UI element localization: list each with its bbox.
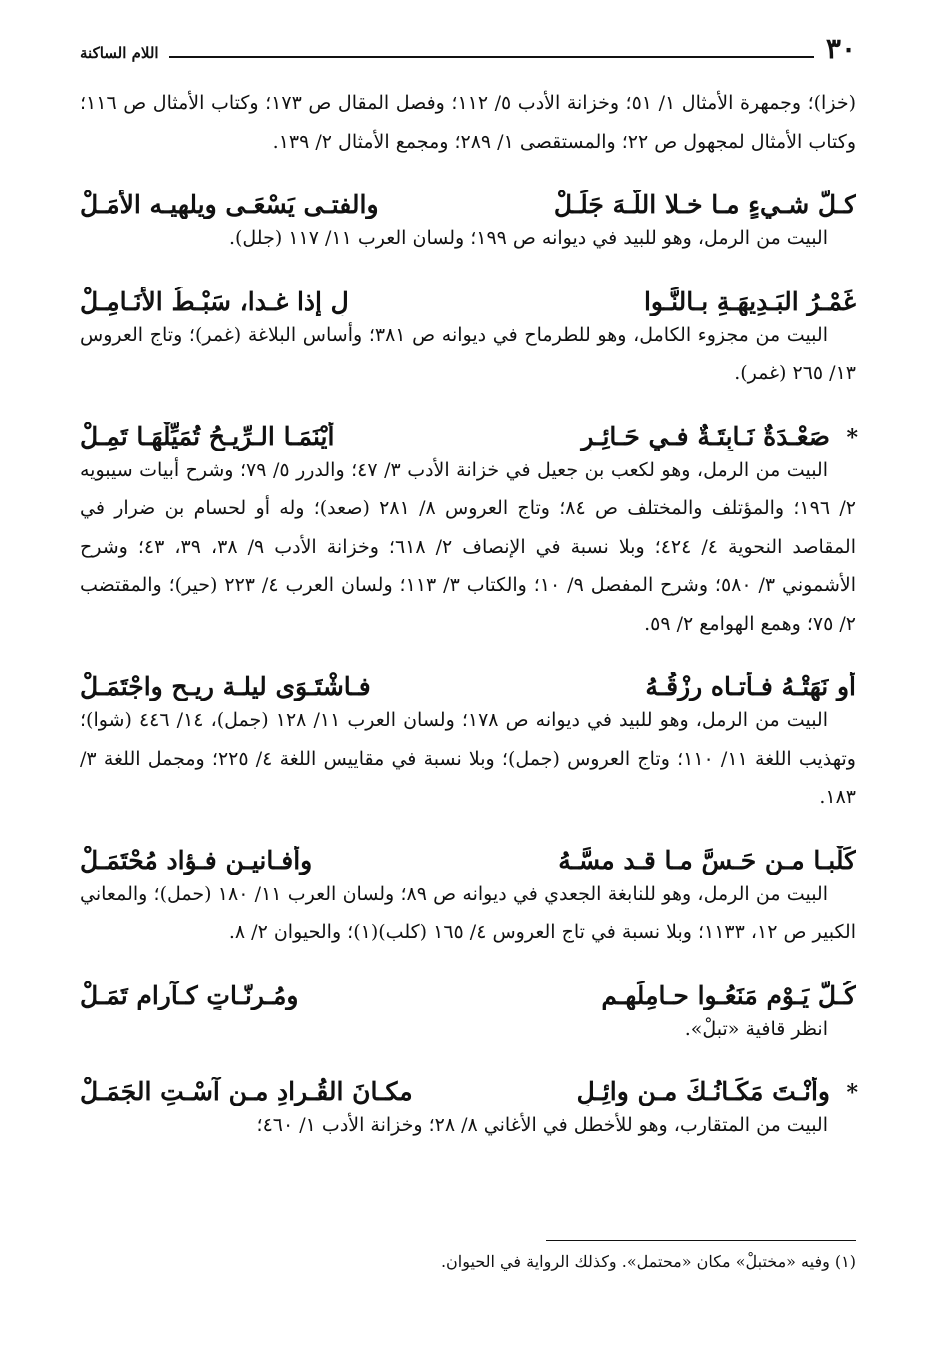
running-title: اللام الساكنة [80, 44, 159, 62]
verse-first-hemistich: كـلُّ شـيءٍ مـا خـلا اللّـهَ جَلَـلْ [553, 190, 856, 219]
verse-line [80, 952, 856, 1010]
prose-paragraph: البيت من الرمل، وهو للبيد في ديوانه ص ١٩٩؛ ولسان العرب ١١/ ١١٧ (جلل). [228, 227, 828, 249]
prose-paragraph: البيت من المتقارب، وهو للأخطل في الأغاني ٨/ ٢٨؛ وخزانة الأدب ١/ ٤٦٠؛ [256, 1114, 828, 1136]
verse-second-hemistich: مكـانَ القُـرادِ مـن آسْـتِ الجَمَـلْ [80, 1077, 413, 1106]
verse-line [80, 393, 856, 451]
verse-second-hemistich: ومُـرِنّـاتٍ كـآرام تَمَـلْ [80, 980, 299, 1010]
prose-paragraph: البيت من الرمل، وهو للبيد في ديوانه ص ١٧٨؛ ولسان العرب ١١/ ١٢٨ (جمل)، ١٤/ ٤٤٦ (شوا)؛ وتهذيب اللغة ١١/ ١١٠؛ وتاج العروس (جمل)؛ وبلا نسبة في مقاييس اللغة ٤/ ٢٢٥؛ ومجمل اللغة ٣/ ١٨٣. [80, 709, 856, 808]
verse-star-marker: * [846, 424, 858, 451]
verse-second-hemistich: أيْنَمَـا الـرِّيـحُ تُمَيِّلْهَـا تَمِـلْ [80, 421, 335, 451]
verse-line [80, 1048, 856, 1106]
prose-paragraph: البيت من الرمل، وهو لكعب بن جعيل في خزانة الأدب ٣/ ٤٧؛ والدرر ٥/ ٧٩؛ وشرح أبيات سيبويه ٢/ ١٩٦؛ والمؤتلف والمختلف ص ٨٤؛ وتاج العروس ٨/ ٢٨١ (صعد)؛ وله أو لحسام بن ضرار في المقاصد النحوية ٤/ ٤٢٤؛ وبلا نسبة في الإنصاف ٢/ ٦١٨؛ وخزانة الأدب ٩/ ٣٨، ٣٩، ٤٣؛ وشرح الأشموني ٣/ ٥٨٠؛ وشرح المفصل ٩/ ١٠؛ والكتاب ٣/ ١١٣؛ ولسان العرب ٤/ ٢٢٣ (حير)؛ والمقتضب ٢/ ٧٥؛ وهمع الهوامع ٢/ ٥٩. [80, 458, 857, 635]
footnote-separator [546, 1240, 856, 1241]
footnote: (١) وفيه «مختبلْ» مكان «محتمل». وكذلك الرواية في الحيوان. [440, 1252, 856, 1271]
prose-paragraph: انظر قافية «تبلْ». [684, 1017, 828, 1040]
verse-line [80, 258, 856, 316]
header-rule [169, 56, 814, 58]
prose-paragraph: البيت من مجزوء الكامل، وهو للطرماح في ديوانه ص ٣٨١؛ وأساس البلاغة (غمر)؛ وتاج العروس ١٣/ ٢٦٥ (غمر). [80, 323, 856, 384]
verse-first-hemistich: غَمْـرُ البَـدِيهَـةِ بـالنَّـوا [643, 286, 856, 316]
verse-first-hemistich: كُـلَّ يَـوْمٍ مَنَعُـوا حـامِلَهـم [601, 980, 856, 1010]
page-body [80, 84, 856, 1145]
verse-first-hemistich: وأنْـتَ مَكَـانُـكَ مـن وائِـلٍ [576, 1077, 830, 1106]
page-header [80, 30, 856, 64]
page-number: ٣٠ [825, 32, 856, 65]
verse-second-hemistich: وأفـانيـن فـؤاد مُحْتَمَـلْ [80, 845, 313, 875]
verse-line [80, 161, 856, 219]
verse-star-marker: * [846, 1080, 858, 1106]
prose-paragraph: البيت من الرمل، وهو للنابغة الجعدي في ديوانه ص ٨٩؛ ولسان العرب ١١/ ١٨٠ (حمل)؛ والمعاني الكبير ص ١٢، ١١٣٣؛ وبلا نسبة في تاج العروس ٤/ ١٦٥ (كلب)(١)؛ والحيوان ٢/ ٨. [80, 882, 856, 943]
verse-first-hemistich: كَلْبـا مـن حَـسَّ مـا قـد مسَّـهُ [558, 845, 856, 875]
verse-line [80, 817, 856, 875]
verse-first-hemistich: صَعْـدَةٌ نَـابِتَـةٌ فـي حَـائِـرٍ [581, 421, 830, 451]
prose-paragraph: (خزا)؛ وجمهرة الأمثال ١/ ٥١؛ وخزانة الأدب ٥/ ١١٢؛ وفصل المقال ص ١٧٣؛ وكتاب الأمثال ص ١١٦؛ وكتاب الأمثال لمجهول ص ٢٢؛ والمستقصى ١/ ٢٨٩؛ ومجمع الأمثال ٢/ ١٣٩. [80, 92, 856, 153]
verse-first-hemistich: أو نَهَتْـهُ فـأتـاه رِزْقُـهُ [645, 672, 856, 701]
verse-second-hemistich: لِ إذا غـدا، سَبْـطُ الأنَـامِـلْ [80, 286, 349, 316]
verse-second-hemistich: والفتـى يَسْعَـى ويلهيـه الأمَـلْ [80, 190, 379, 219]
verse-line [80, 643, 856, 701]
verse-second-hemistich: فـاشْتَـوَى ليلـة ريـح واجْتَمَـلْ [80, 672, 371, 701]
